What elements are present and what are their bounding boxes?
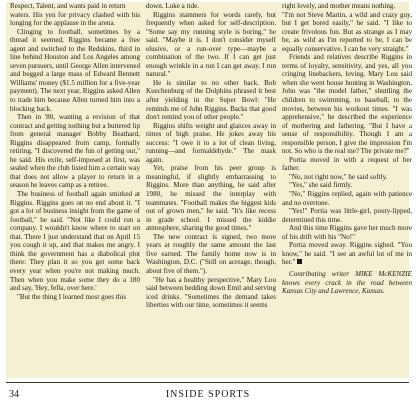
text-column-right <box>282 2 412 378</box>
paragraph: "But the thing I learned most goes this <box>17 292 127 301</box>
paragraph: The new contract is signed, two more years at roughly the same amount the last five earned. The family home now is in Washington, D.C. ("Still on acreage, though, about five of them."). <box>146 232 276 275</box>
footer-rule <box>6 382 409 383</box>
paragraph: "Yes!" Portia was little-girl, pouty-lipped, determined this time. <box>282 207 412 224</box>
paragraph: "He has a healthy perspective," Mary Lou said between bedding down Emil and serving iced drinks. "Sometimes the demand takes liberties with our time, sometimes it seems <box>146 275 276 310</box>
page-number: 34 <box>9 389 19 400</box>
paragraph: The business of football again smirked at Riggins. Riggins goes on no end about it. "I got a lot of business insight from the game of football," he said. "Not like I could run a company. I wouldn't know where to start on that. There I just understand that on April 15 you cough it up, and that makes me angry. I think the government has a diabolical plot there: They plan it so you get some back every year when you're not making much. Then when you make some they do a 180 and say, 'Hey, fella, over here.' <box>10 190 140 293</box>
paragraph: Friends and relatives describe Riggins in terms of loyalty, sensitivity, and yes, all you cringing linebackers, loving. Mary Lou said when she went house hunting in Washington, John was "the model father," shuttling the children to swimming, to baseball, to the movies, between his workout times. "I was apprehensive," he described the experience of mothering and fathering. "But I have a sense of responsibility. Though I am a responsible person, I give the impression I'm not. So who is the real me? The private me?" <box>282 53 412 156</box>
end-of-article-mark <box>297 259 302 264</box>
paragraph: Yet, praise from his peer group is meaningful, if slightly embarrassing to Riggins. More than anything, he said after 1980, he missed the interplay with teammates. "Football makes the biggest kids out of grown men," he said. "It's like recess in grade school. I missed the kiddie atmosphere, sharing the good times." <box>146 164 276 233</box>
paragraph: Then in '80, wanting a revision of that contract and getting nothing but a buttered lip from general manager Bobby Beathard, Riggins disappeared from camp, formally retiring. "I discovered the fun of getting out," he said. His exile, self-imposed at first, was sealed when the club listed him a certain way that does not allow a player to return in a season he leaves camp as a retiree. <box>10 113 140 190</box>
final-paragraph <box>282 241 412 267</box>
paragraph: Clinging to football, sometimes by a thread it seemed, Riggins became a free agent and switched to the Redskins, third in line behind Houston and Los Angeles among seven pursuers, until George Allen intervened and begged a large mass of Edward Bennett Williams' money ($1.5 million for a five-year payment). The next year, Riggins asked Allen to trade him because Allen turned him into a blocking back. <box>10 27 140 113</box>
paragraph: down. Luke a tide. <box>146 2 199 10</box>
paragraph: "No," Riggins replied, again with patience and no overtone. <box>282 190 412 207</box>
article-body <box>6 2 412 378</box>
text-column-middle <box>146 2 276 378</box>
paragraph: "I'm not Steve Martin, a wild and crazy guy, but I get bored easily," he said. "I like to create frivolous fun. But as strange as I may be, as wild as I'm reported to be, I can be equally conservative. I can be very straight." <box>282 10 412 53</box>
magazine-name: INSIDE SPORTS <box>165 389 251 400</box>
paragraph: waters. His yen for privacy clashed with his longing for the applause in the arena. <box>10 10 140 28</box>
paragraph: right lovely, and mother means nothing. <box>282 2 396 10</box>
paragraph: Respect, Talent, and wants paid in return <box>10 2 126 10</box>
paragraph: Portia moved in with a request of her father. <box>282 155 412 173</box>
paragraph: Riggins shifts weight and glances away in times of high praise. He jokes away his success: "I owe it to a lot of clean living, running—and formaldehyde." The mask again. <box>146 121 276 164</box>
author-bio: Contributing writer MIKE McKENZIE knows every crack in the road between Kansas City and Lawrence, Kansas. <box>282 269 412 296</box>
paragraph: "No, not right now," he said softly. <box>289 172 388 181</box>
paragraph: He is similar to no other back. Bob Kuechenburg of the Dolphins phrased it best after yielding in the Super Bowl: "He reminds me of John Riggins. Backs that good don't remind you of other people." <box>146 78 276 122</box>
paragraph: And this time Riggins gave her much more of his drift with his "No!" <box>282 224 412 241</box>
text-column-left <box>10 2 140 378</box>
paragraph: Riggins stammers for words rarely, but frequently when asked for self-description. "Some say my running style is boring," he said. "Maybe it is. I don't consider myself elusive, or a run-over type—maybe a combination of the two. If I can get just enough wrinkle in a run I can get away. I run natural." <box>146 10 276 79</box>
paragraph: "Yes," she said firmly. <box>289 181 353 190</box>
paragraph-text: Portia moved away. Riggins sighed. "You know," he said. "I see an awful lot of me in her." <box>282 241 412 267</box>
